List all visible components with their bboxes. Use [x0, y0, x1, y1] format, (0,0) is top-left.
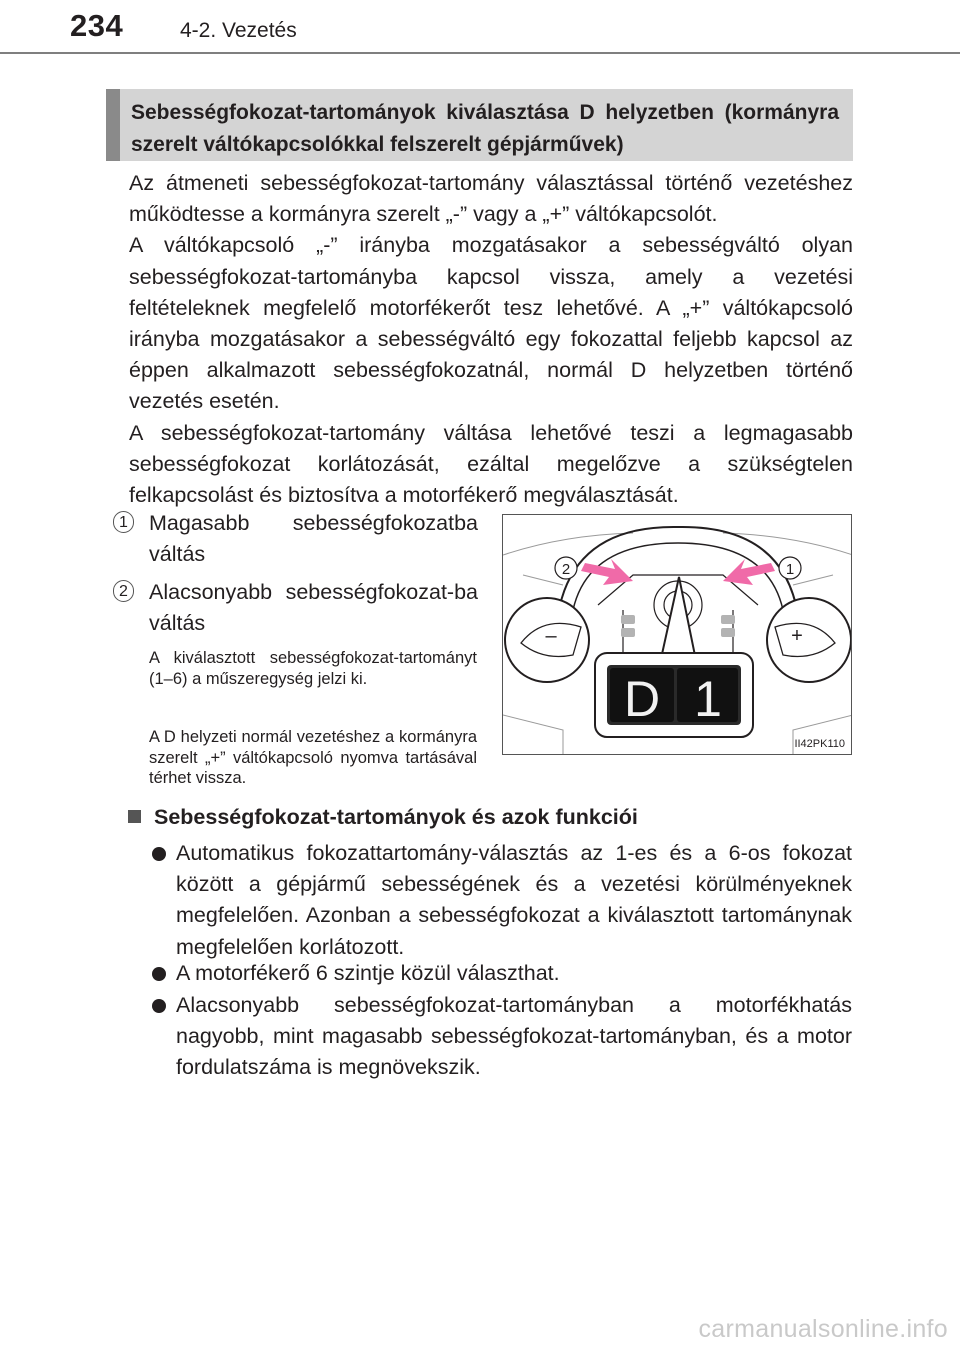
section-label: 4-2. Vezetés	[180, 19, 297, 42]
paragraph: A váltókapcsoló „-” irányba mozgatásakor a sebességváltó olyan sebességfokozat-tartományba kapcsol vissza, amely a vezetési feltételeknek megfelelő motorfékerőt tesz lehetővé. A „+” váltókapcsoló irányba mozgatásakor a sebességváltó egy fokozattal feljebb kapcsol az éppen alkalmazott sebességfokozatnál, normál D helyzetben történő vezetés esetén.	[129, 233, 853, 414]
callout-1: 1	[785, 561, 795, 578]
paddle-minus-label: –	[545, 625, 557, 647]
note-display: A kiválasztott sebességfokozat-tartományt (1–6) a műszeregység jelzi ki.	[149, 649, 477, 688]
section-title: Sebességfokozat-tartományok kiválasztása D helyzetben (kormányra szerelt váltókapcsolókkal felszerelt gépjárművek)	[106, 89, 853, 161]
paragraph: A sebességfokozat-tartomány váltása lehetővé teszi a legmagasabb sebességfokozat korlátozását, ezáltal megelőzve a szükségtelen felkapcsolást és biztosítva a motorfékerő megválasztását.	[129, 420, 853, 508]
gear-display-mode: D	[623, 671, 661, 727]
item-text: Alacsonyabb sebességfokozat-ba váltás	[149, 580, 478, 635]
bullet-dot-icon	[152, 999, 166, 1013]
watermark: carmanualsonline.info	[698, 1315, 948, 1343]
paddle-shift-illustration	[502, 514, 852, 755]
bullet-text: Automatikus fokozattartomány-választás az 1-es és a 6-os fokozat között a gépjármű sebességének és a vezetési körülményeknek megfelelően. Azonban a sebességfokozat a kiválasztott tartománynak megfelelően korlátozott.	[176, 841, 852, 959]
figure-code: II42PK110	[794, 738, 845, 750]
bullet-dot-icon	[152, 847, 166, 861]
bullet-item	[152, 958, 852, 989]
item-number-badge: 1	[113, 511, 134, 533]
page-number: 234	[70, 8, 124, 43]
list-item-downshift	[113, 577, 478, 639]
square-bullet-icon	[128, 810, 141, 823]
bullet-item	[152, 838, 852, 963]
gear-display-number: 1	[694, 671, 722, 727]
steering-wheel-diagram	[503, 515, 852, 755]
paragraph: Az átmeneti sebességfokozat-tartomány választással történő vezetéshez működtesse a kormányra szerelt „-” vagy a „+” váltókapcsolót.	[129, 171, 853, 227]
list-item-upshift	[113, 508, 478, 570]
item-number-badge: 2	[113, 580, 134, 602]
subheading-text: Sebességfokozat-tartományok és azok funkciói	[154, 805, 638, 829]
bullet-dot-icon	[152, 967, 166, 981]
body-text	[129, 168, 853, 511]
bullet-text: A motorfékerő 6 szintje közül választhat.	[176, 961, 560, 985]
paddle-plus-label: +	[791, 625, 803, 647]
callout-2: 2	[561, 561, 571, 578]
bullet-text: Alacsonyabb sebességfokozat-tartományban a motorfékhatás nagyobb, mint magasabb sebességfokozat-tartományban, és a motor fordulatszáma is megnövekszik.	[176, 993, 852, 1080]
subheading	[128, 802, 852, 833]
header-divider	[0, 52, 960, 54]
item-text: Magasabb sebességfokozatba váltás	[149, 511, 478, 566]
bullet-item	[152, 990, 852, 1084]
note-return-d: A D helyzeti normál vezetéshez a kormányra szerelt „+” váltókapcsoló nyomva tartásával térhet vissza.	[149, 728, 477, 787]
